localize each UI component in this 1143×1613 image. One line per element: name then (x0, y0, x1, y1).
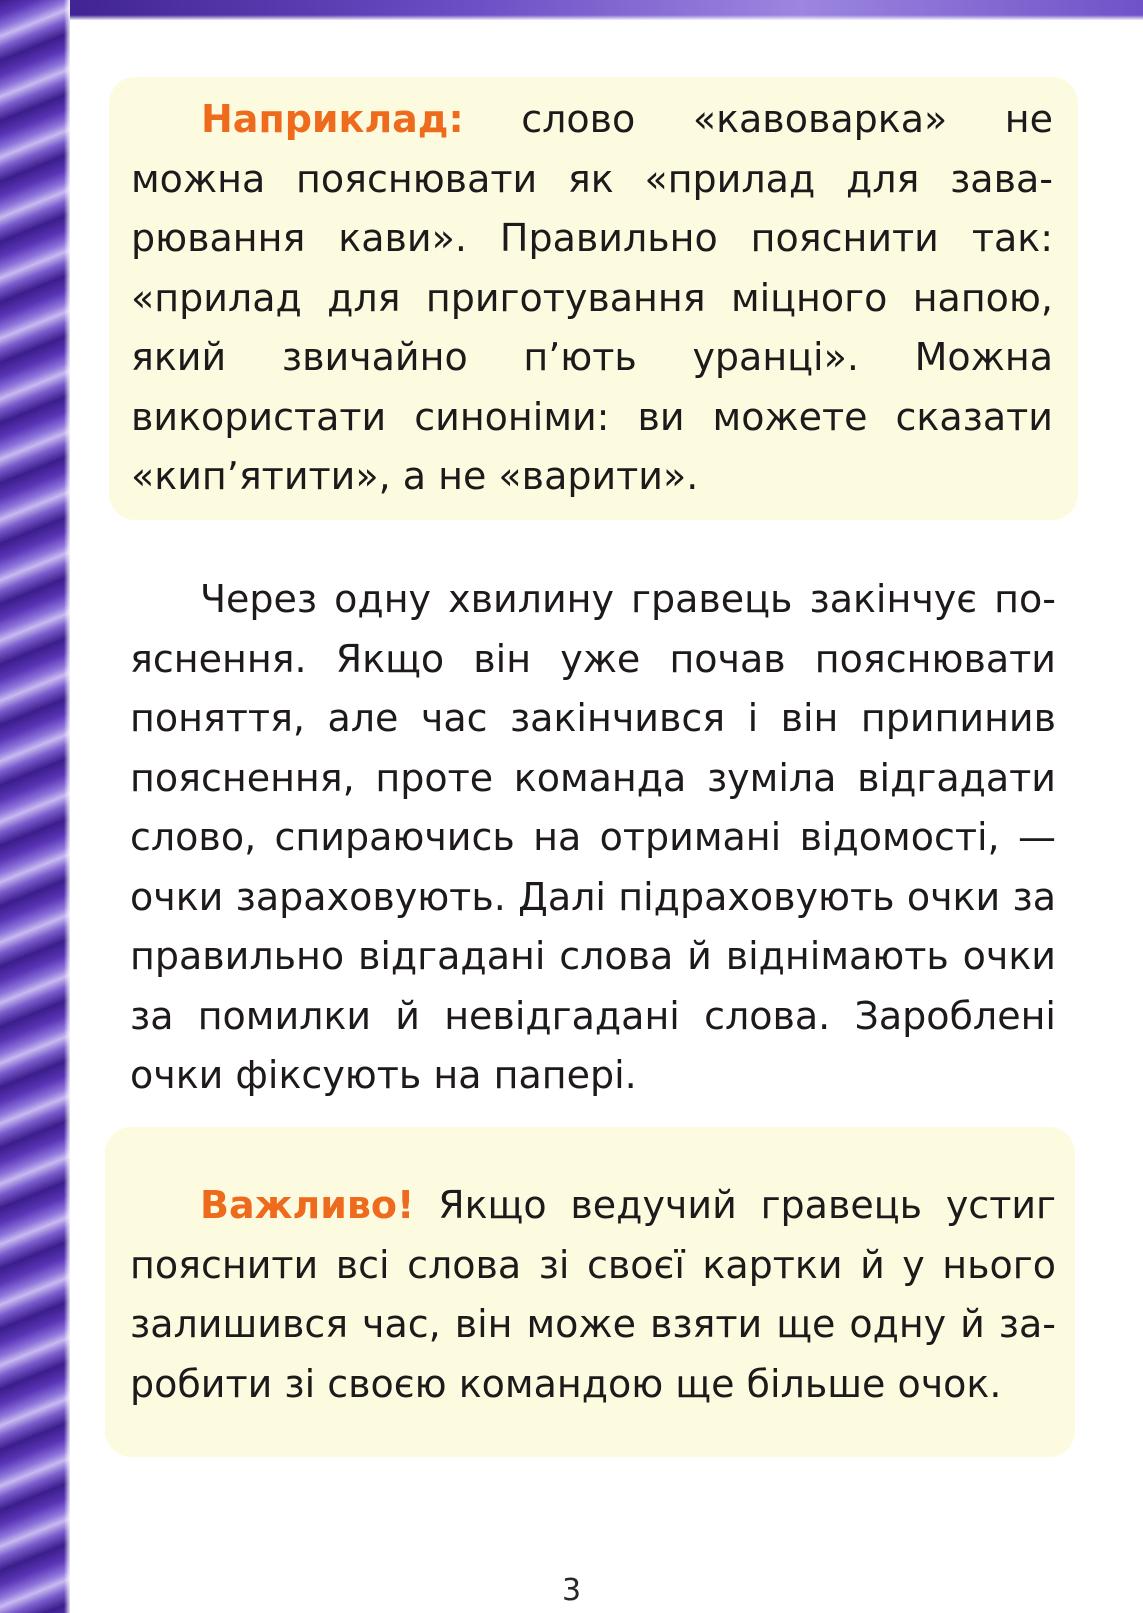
page-number: 3 (561, 1573, 582, 1608)
main-paragraph-block (130, 570, 1056, 1106)
top-decorative-border (0, 0, 1143, 20)
important-text: Якщо ведучий гравець устиг пояснити всі слова зі своєї картки й у нього залишився час, він може взяти ще одну й заробити зі своєю командою ще більше очок. (130, 1183, 1056, 1406)
important-paragraph (130, 1176, 1056, 1414)
example-text: слово «кавоварка» не можна пояснювати як «прилад для заварювання кави». Правильно пояснити так: «прилад для приготування міцного напою, який звичайно п’ють уранці». Можна використати синоніми: ви можете сказати «кип’ятити», а не «варити». (131, 97, 1053, 498)
example-paragraph (131, 90, 1053, 507)
important-callout (130, 1176, 1056, 1414)
example-lead: Наприклад: (201, 97, 464, 141)
important-lead: Важливо! (200, 1183, 415, 1227)
left-decorative-border (0, 0, 70, 1613)
example-callout (131, 90, 1053, 507)
main-paragraph: Через одну хвилину гравець закінчує пояснення. Якщо він уже почав пояснювати поняття, але час закінчився і він припинив пояснення, проте команда зуміла відгадати слово, спираючись на отримані відомості, — очки зараховують. Далі підраховують очки за правильно відгадані слова й віднімають очки за помилки й невідгадані слова. Зароблені очки фіксують на папері. (130, 577, 1056, 1097)
